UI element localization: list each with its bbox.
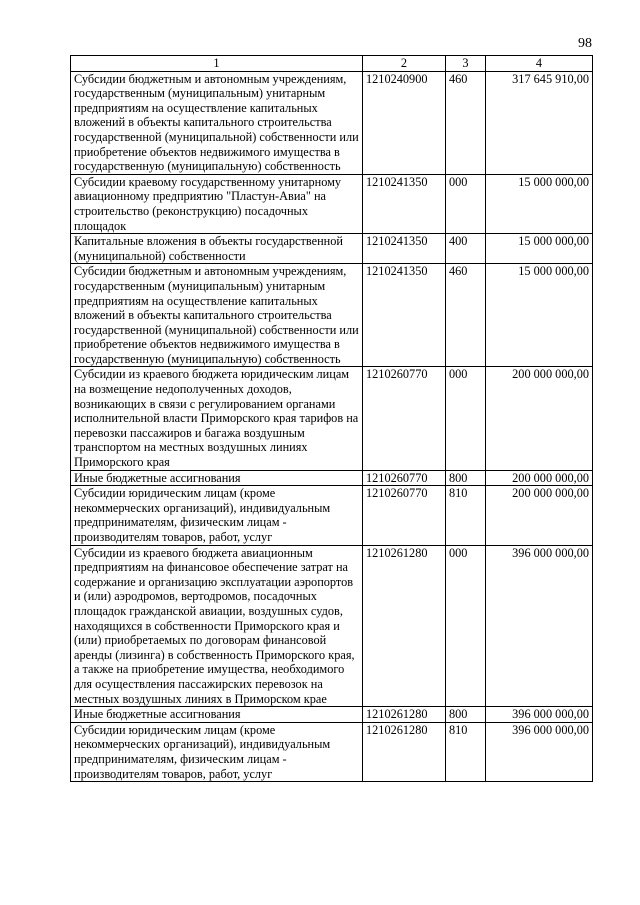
row-description: Субсидии бюджетным и автономным учреждениям, государственным (муниципальным) унитарным предприятиям на осуществление капитальных вложений в объекты капитального строительства государственной (муниципальной) собственности или приобретение объектов недвижимого имущества в государственную (муниципальную) собственность bbox=[71, 264, 363, 367]
row-amount: 200 000 000,00 bbox=[486, 470, 593, 486]
row-type: 800 bbox=[446, 470, 486, 486]
column-header-code: 2 bbox=[363, 56, 446, 72]
row-code: 1210241350 bbox=[363, 174, 446, 233]
row-amount: 396 000 000,00 bbox=[486, 722, 593, 781]
row-code: 1210261280 bbox=[363, 722, 446, 781]
column-header-description: 1 bbox=[71, 56, 363, 72]
table-row bbox=[71, 264, 593, 367]
table-row bbox=[71, 71, 593, 174]
table-header-row bbox=[71, 56, 593, 72]
row-amount: 15 000 000,00 bbox=[486, 174, 593, 233]
page-number: 98 bbox=[578, 36, 592, 51]
row-amount: 200 000 000,00 bbox=[486, 367, 593, 470]
row-type: 460 bbox=[446, 264, 486, 367]
table-row bbox=[71, 545, 593, 707]
column-header-amount: 4 bbox=[486, 56, 593, 72]
row-code: 1210261280 bbox=[363, 707, 446, 723]
row-amount: 396 000 000,00 bbox=[486, 545, 593, 707]
table-row bbox=[71, 234, 593, 264]
row-description: Капитальные вложения в объекты государственной (муниципальной) собственности bbox=[71, 234, 363, 264]
row-type: 460 bbox=[446, 71, 486, 174]
budget-table bbox=[70, 55, 593, 782]
row-amount: 15 000 000,00 bbox=[486, 264, 593, 367]
row-type: 810 bbox=[446, 722, 486, 781]
row-type: 400 bbox=[446, 234, 486, 264]
row-code: 1210241350 bbox=[363, 264, 446, 367]
row-type: 000 bbox=[446, 174, 486, 233]
row-code: 1210260770 bbox=[363, 470, 446, 486]
row-description: Иные бюджетные ассигнования bbox=[71, 470, 363, 486]
row-code: 1210241350 bbox=[363, 234, 446, 264]
table-row bbox=[71, 486, 593, 545]
row-description: Субсидии юридическим лицам (кроме некоммерческих организаций), индивидуальным предпринимателям, физическим лицам - производителям товаров, работ, услуг bbox=[71, 486, 363, 545]
row-code: 1210260770 bbox=[363, 367, 446, 470]
row-code: 1210260770 bbox=[363, 486, 446, 545]
row-code: 1210240900 bbox=[363, 71, 446, 174]
row-description: Субсидии из краевого бюджета юридическим лицам на возмещение недополученных доходов, возникающих в связи с регулированием органами исполнительной власти Приморского края тарифов на перевозки пассажиров и багажа воздушным транспортом на местных воздушных линиях Приморского края bbox=[71, 367, 363, 470]
row-description: Иные бюджетные ассигнования bbox=[71, 707, 363, 723]
row-amount: 15 000 000,00 bbox=[486, 234, 593, 264]
table-row bbox=[71, 470, 593, 486]
row-type: 000 bbox=[446, 367, 486, 470]
row-code: 1210261280 bbox=[363, 545, 446, 707]
row-description: Субсидии юридическим лицам (кроме некоммерческих организаций), индивидуальным предпринимателям, физическим лицам - производителям товаров, работ, услуг bbox=[71, 722, 363, 781]
row-type: 800 bbox=[446, 707, 486, 723]
table-row bbox=[71, 367, 593, 470]
row-description: Субсидии бюджетным и автономным учреждениям, государственным (муниципальным) унитарным предприятиям на осуществление капитальных вложений в объекты капитального строительства государственной (муниципальной) собственности или приобретение объектов недвижимого имущества в государственную (муниципальную) собственность bbox=[71, 71, 363, 174]
table-row bbox=[71, 174, 593, 233]
row-amount: 200 000 000,00 bbox=[486, 486, 593, 545]
row-amount: 396 000 000,00 bbox=[486, 707, 593, 723]
row-description: Субсидии из краевого бюджета авиационным предприятиям на финансовое обеспечение затрат на содержание и организацию эксплуатации аэропортов и (или) аэродромов, вертодромов, посадочных площадок гражданской авиации, воздушных судов, находящихся в собственности Приморского края и (или) приобретаемых по договорам финансовой аренды (лизинга) в собственность Приморского края, а также на приобретение имущества, необходимого для осуществления пассажирских перевозок на местных воздушных линиях в Приморском крае bbox=[71, 545, 363, 707]
column-header-type: 3 bbox=[446, 56, 486, 72]
row-type: 000 bbox=[446, 545, 486, 707]
row-amount: 317 645 910,00 bbox=[486, 71, 593, 174]
table-row bbox=[71, 722, 593, 781]
row-description: Субсидии краевому государственному унитарному авиационному предприятию "Пластун-Авиа" на строительство (реконструкцию) посадочных площадок bbox=[71, 174, 363, 233]
table-row bbox=[71, 707, 593, 723]
row-type: 810 bbox=[446, 486, 486, 545]
